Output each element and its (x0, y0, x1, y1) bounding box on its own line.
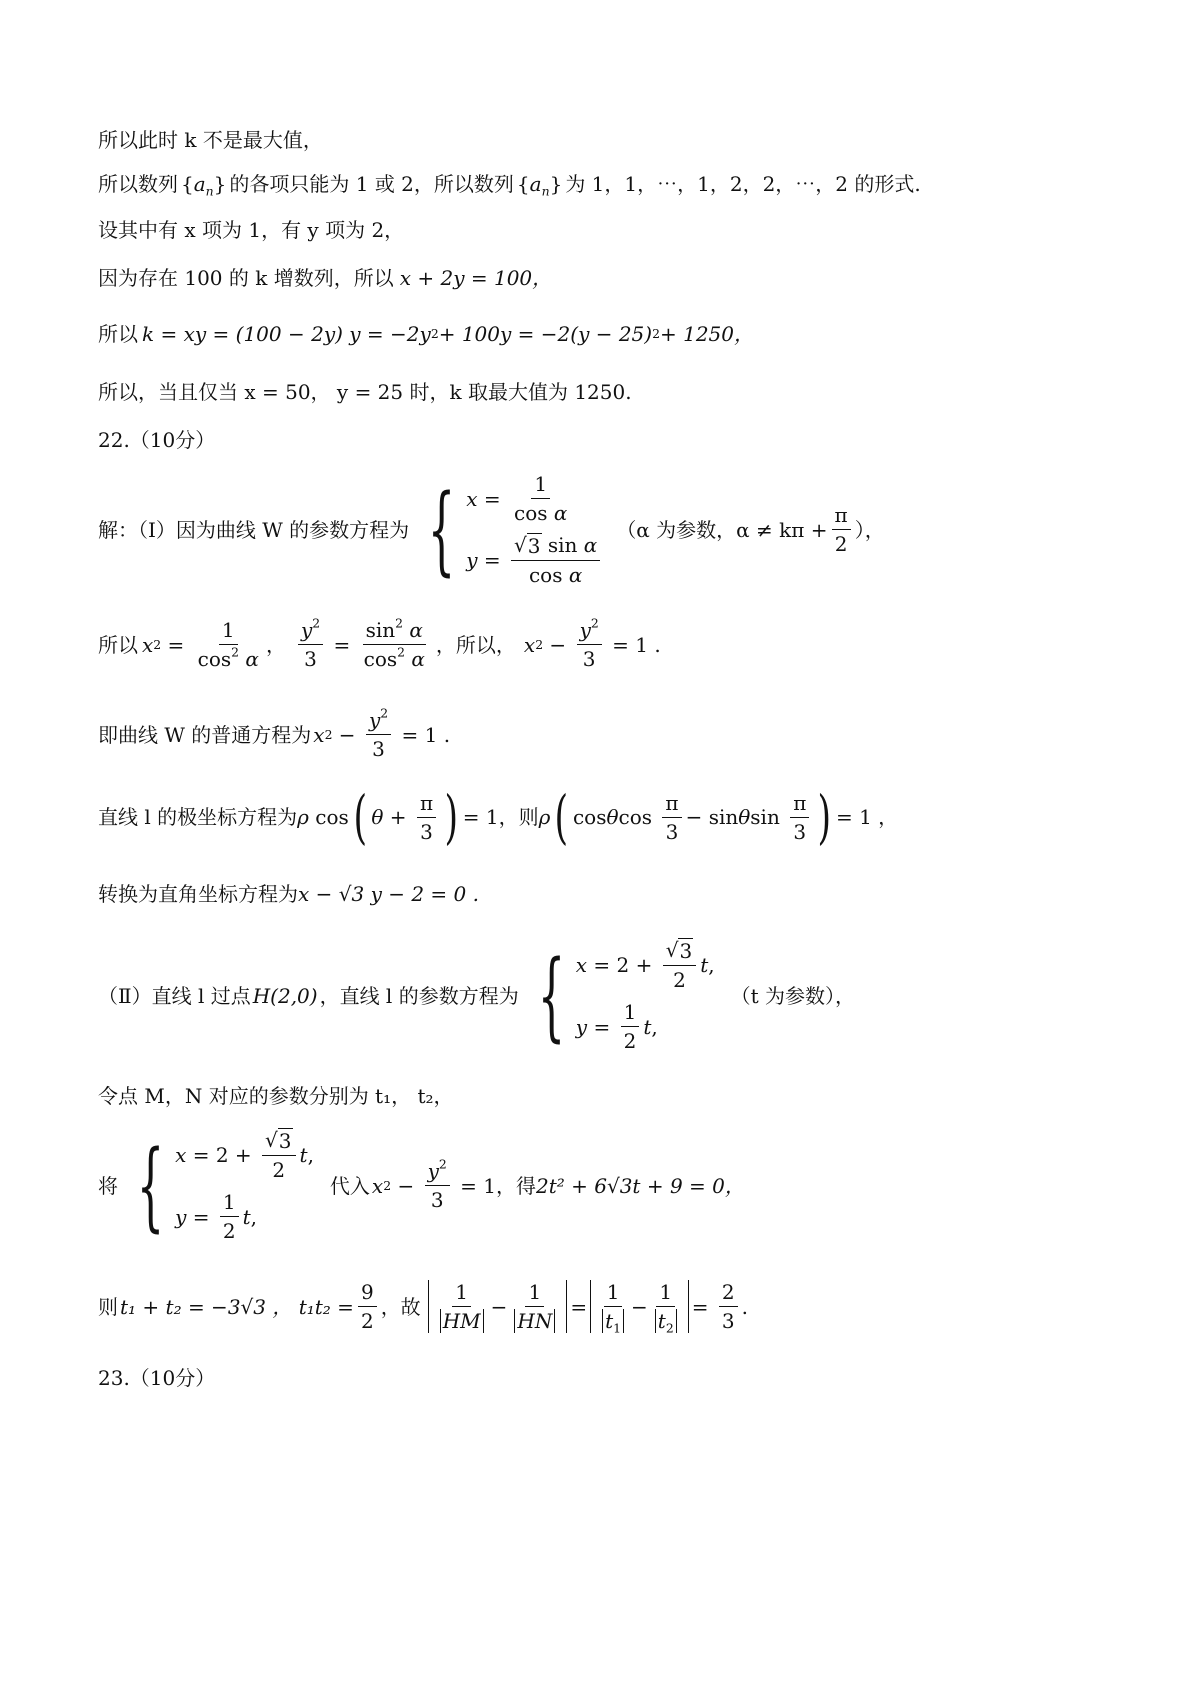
line-9-prefix: 即曲线 W 的普通方程为 (98, 722, 312, 747)
line-3-text: 设其中有 x 项为 1，有 y 项为 2， (98, 218, 405, 242)
text-line-7 (98, 472, 885, 587)
line-12-mid: ，直线 l 的参数方程为 (319, 983, 519, 1008)
text-line-1 (98, 128, 323, 152)
param-system-sub: { x = 2 + √ 3 2 t , y = $\frac{1}{2}$ t , (136, 1128, 314, 1243)
line-7-condition: （α 为参数，α ≠ kπ + (616, 517, 828, 542)
nine-over-two: $\frac{9}{2}$ (358, 1280, 377, 1333)
line-2-part-c: 为 1，1，⋯，1，2，2，⋯，2 的形式. (565, 172, 921, 196)
eq-hyperbola-3: x 2 − $\frac{y^2}{3}$ = 1 (371, 1156, 496, 1212)
text-line-6 (98, 380, 632, 404)
line-7-suffix: ）， (854, 517, 885, 542)
eq-hyperbola-1: x 2 − $\frac{y^2}{3}$ = 1 . (523, 615, 661, 671)
question-22-heading (98, 428, 215, 452)
line-7-prefix: 解：（Ⅰ）因为曲线 W 的参数方程为 (98, 517, 410, 542)
line-13-text: 令点 M，N 对应的参数分别为 t₁， t₂， (98, 1084, 454, 1108)
pi-over-2: $\frac{\pi}{2}$ (832, 503, 851, 556)
text-line-4 (98, 266, 552, 290)
line-11-equation: x − √3 y − 2 = 0 . (298, 882, 479, 906)
eq-hyperbola-2: x 2 − $\frac{y^2}{3}$ = 1 . (313, 705, 451, 761)
text-line-14 (98, 1128, 745, 1243)
line-12-prefix: （Ⅱ）直线 l 过点 (98, 983, 251, 1008)
text-line-8 (98, 615, 661, 671)
line-5-prefix: 所以 (98, 322, 138, 346)
question-23-label: 23.（10分） (98, 1366, 216, 1390)
line-10-mid: ，则 (498, 805, 539, 829)
text-line-15 (98, 1280, 748, 1336)
line-5-eq-b: + 100y = −2(y − 25) (438, 322, 653, 346)
sequence-an-1: $\{a_n\}$ (181, 172, 227, 199)
line-11-prefix: 转换为直角坐标方程为 (98, 882, 298, 906)
text-line-11 (98, 882, 479, 906)
sequence-an-2: $\{a_n\}$ (516, 172, 563, 199)
line-8-mid: ，所以， (435, 632, 516, 657)
line-1-text: 所以此时 k 不是最大值， (98, 128, 323, 152)
text-line-13 (98, 1084, 454, 1108)
line-15-prefix: 则 (98, 1294, 118, 1319)
line-14-substitute: 代入 (329, 1173, 370, 1198)
text-line-9 (98, 705, 451, 761)
line-12-suffix: （t 为参数）， (730, 983, 856, 1008)
line-4-equation: x + 2y = 100， (399, 266, 553, 290)
line-14-mid: ，得 (495, 1173, 536, 1198)
question-23-heading (98, 1366, 215, 1390)
text-line-12 (98, 938, 855, 1053)
eq-polar: ρ cos ( θ + $\frac{\pi}{3}$ ) = 1 (297, 783, 499, 851)
param-system-l: { x = 2 + √ 3 2 t , y = $\frac{1}{2}$ t , (537, 938, 715, 1053)
text-line-10 (98, 783, 899, 851)
line-6-text: 所以，当且仅当 x = 50， y = 25 时，k 取最大值为 1250. (98, 380, 632, 404)
line-10-prefix: 直线 l 的极坐标方程为 (98, 805, 298, 829)
text-line-3 (98, 218, 404, 242)
question-22-label: 22.（10分） (98, 428, 216, 452)
eq-polar-expanded: ρ ( cos θ cos $\frac{\pi}{3}$ − sin θ sin $\frac{\pi}{3}$ ) = 1 ， (538, 783, 899, 851)
eq-x-squared: x 2 = $\frac{1}{\cos^2 \alpha}$ ， $\frac{y^2}{3}$ = $\frac{\sin^2 \alpha}{\cos^2 \alpha}$ (142, 615, 425, 671)
line-4-text: 因为存在 100 的 k 增数列，所以 (98, 266, 394, 290)
line-2-part-a: 所以数列 (98, 172, 178, 196)
param-system-w: { x = $\frac{1}{\text{cos α}}$ y = √ 3 sin α cos α (411, 472, 604, 587)
line-8-prefix: 所以 (98, 632, 138, 657)
line-5-eq-c: + 1250， (659, 322, 754, 346)
eq-final-result: $\frac{1}{HM}$ − $\frac{1}{HN}$ = $\frac{1}{t_1}$ − $\frac{1}{t_2}$ = $\frac{2}{3}$ . (425, 1280, 748, 1333)
text-line-2 (98, 172, 921, 199)
text-line-5: 所以 k = xy = (100 − 2y) y = −2y 2 + 100y = −2(y − 25) 2 + 1250， (98, 322, 754, 346)
line-14-quadratic: 2t² + 6√3t + 9 = 0， (535, 1173, 745, 1198)
line-14-prefix: 将 (98, 1173, 118, 1198)
line-15-vieta: t₁ + t₂ = −3√3 ， t₁t₂ = (120, 1294, 354, 1319)
point-h: H(2,0) (252, 983, 318, 1008)
line-15-mid: ，故 (380, 1294, 421, 1319)
line-5-eq-a: k = xy = (100 − 2y) y = −2y (142, 322, 431, 346)
line-2-part-b: 的各项只能为 1 或 2，所以数列 (229, 172, 514, 196)
